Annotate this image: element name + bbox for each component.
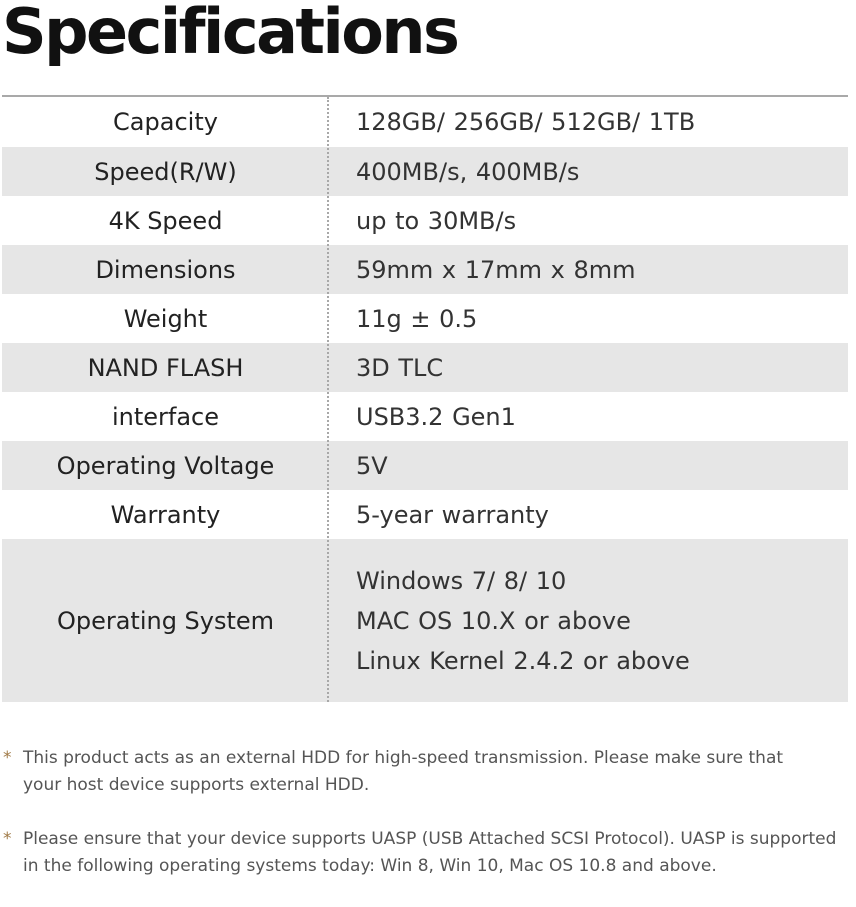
spec-row-capacity — [2, 97, 848, 147]
spec-label: Capacity — [113, 108, 218, 136]
spec-value: USB3.2 Gen1 — [356, 402, 516, 431]
os-item: MAC OS 10.X or above — [356, 606, 631, 635]
footnote-line: This product acts as an external HDD for high-speed transmission. Please make sure that — [23, 748, 784, 768]
spec-label: Operating System — [56, 606, 275, 635]
os-item: Linux Kernel 2.4.2 or above — [356, 646, 690, 675]
os-item: Windows 7/ 8/ 10 — [356, 566, 567, 595]
spec-label: Dimensions — [95, 255, 236, 284]
spec-row-weight — [2, 294, 848, 343]
asterisk-marker: * — [3, 748, 12, 768]
spec-row-warranty — [2, 490, 848, 539]
spec-row-4k-speed — [2, 196, 848, 245]
spec-row-interface — [2, 392, 848, 441]
spec-value: 11g ± 0.5 — [356, 304, 478, 333]
spec-row-operating-voltage — [2, 441, 848, 490]
asterisk-marker: * — [3, 829, 12, 849]
spec-label: Operating Voltage — [56, 451, 275, 480]
spec-value: 5-year warranty — [356, 500, 549, 529]
spec-value-list — [329, 561, 848, 681]
spec-value: 128GB/ 256GB/ 512GB/ 1TB — [356, 108, 696, 136]
spec-row-dimensions — [2, 245, 848, 294]
spec-row-operating-system — [2, 539, 848, 702]
page-title: Specifications — [2, 0, 458, 68]
spec-value: 400MB/s, 400MB/s — [356, 157, 580, 186]
spec-value: 5V — [356, 451, 388, 480]
spec-label: interface — [111, 402, 220, 431]
spec-label: 4K Speed — [108, 206, 223, 235]
footnote-line: your host device supports external HDD. — [23, 775, 370, 795]
spec-label: Speed(R/W) — [94, 157, 237, 186]
footnote-line: Please ensure that your device supports UASP (USB Attached SCSI Protocol). UASP is supported — [23, 829, 837, 849]
spec-value: 59mm x 17mm x 8mm — [356, 255, 636, 284]
spec-label: NAND FLASH — [87, 353, 244, 382]
footnote — [3, 826, 855, 880]
spec-value: 3D TLC — [356, 353, 444, 382]
column-divider — [327, 97, 329, 702]
spec-table — [2, 97, 848, 702]
footnotes — [3, 745, 855, 907]
footnote — [3, 745, 855, 799]
spec-label: Warranty — [110, 500, 221, 529]
spec-label: Weight — [123, 304, 208, 333]
spec-value: up to 30MB/s — [356, 206, 517, 235]
spec-row-speed — [2, 147, 848, 196]
footnote-line: in the following operating systems today: Win 8, Win 10, Mac OS 10.8 and above. — [23, 856, 717, 876]
spec-row-nand-flash — [2, 343, 848, 392]
